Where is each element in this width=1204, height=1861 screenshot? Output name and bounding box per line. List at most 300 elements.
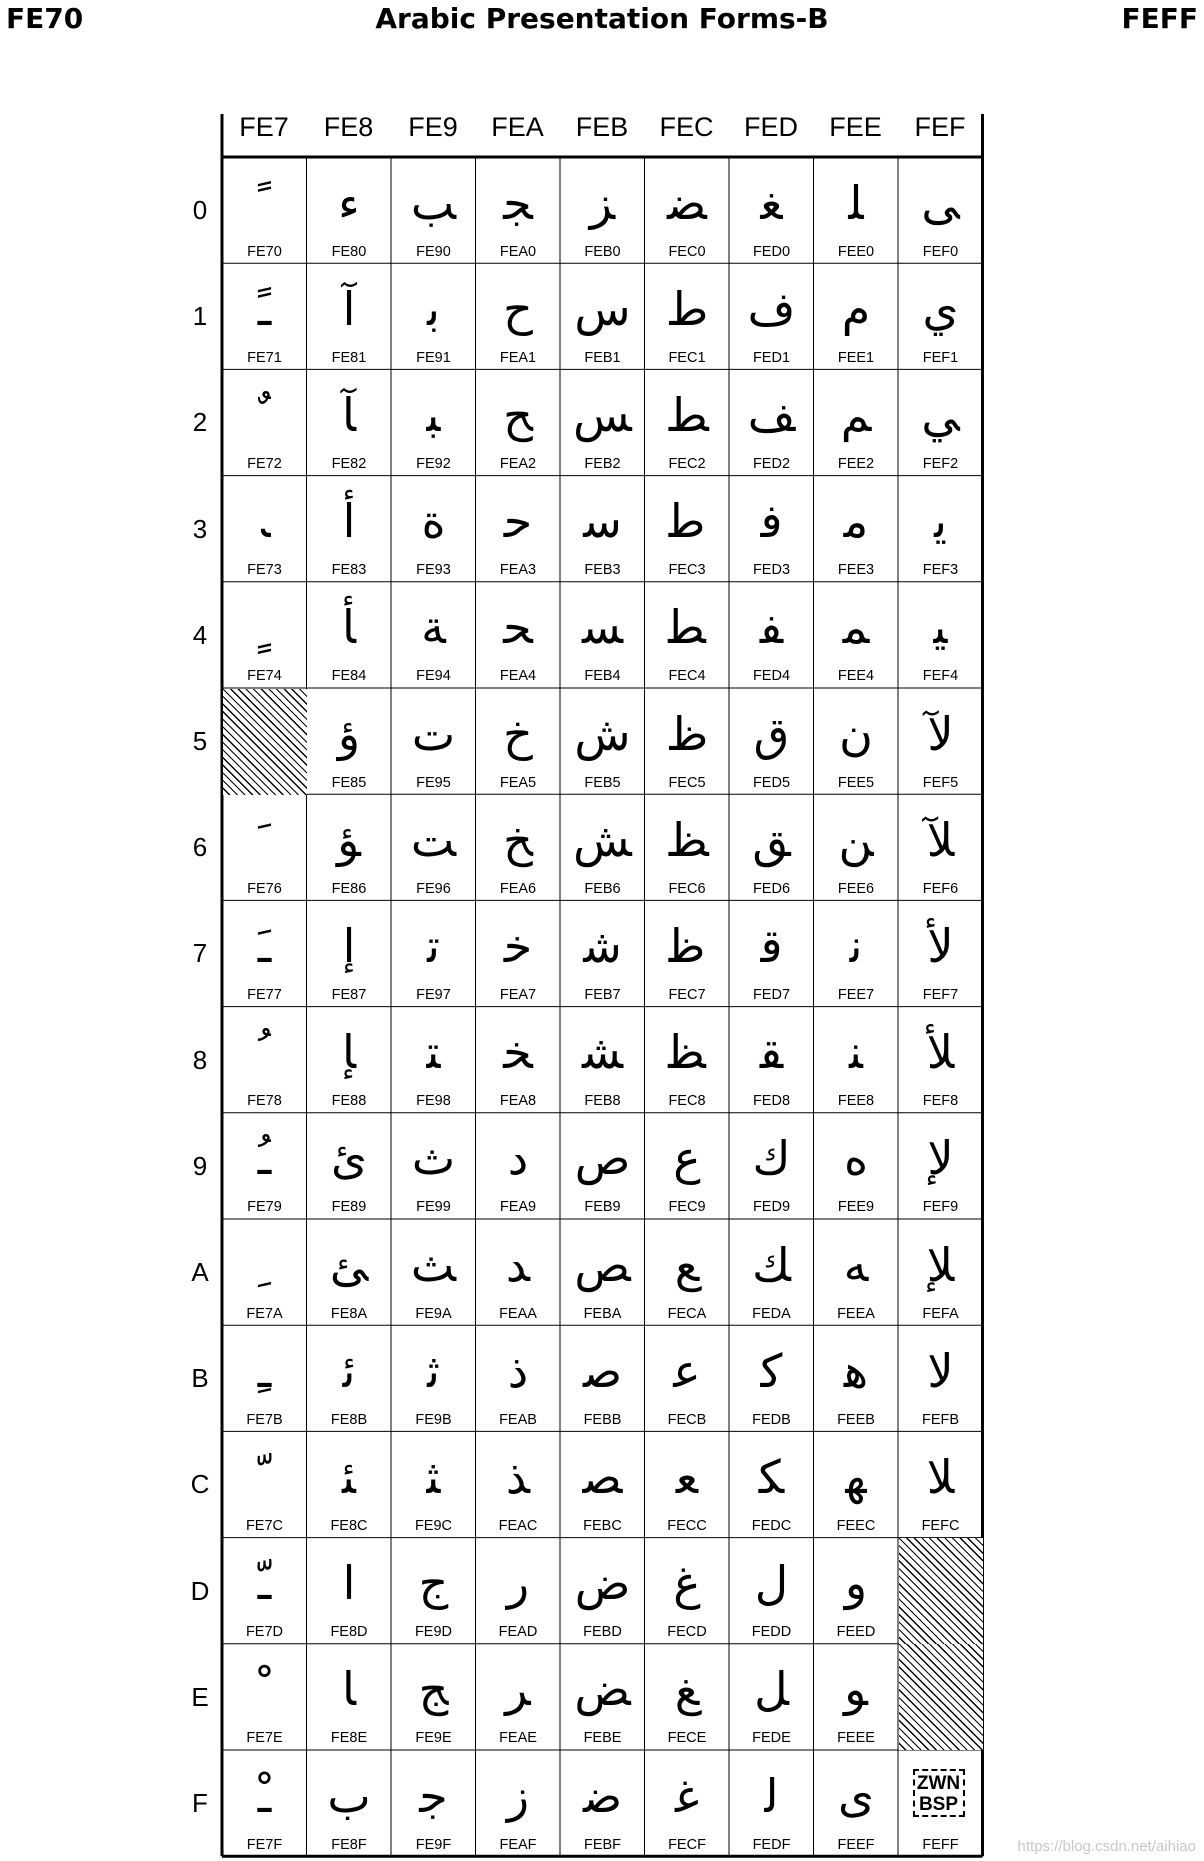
- character-cell: [814, 1326, 898, 1432]
- character-glyph: ﻫ: [843, 1343, 869, 1398]
- character-cell: [645, 1538, 729, 1644]
- code-point-label: FEBC: [583, 1517, 622, 1534]
- code-point-label: FE7C: [245, 1517, 284, 1534]
- character-cell: [476, 158, 560, 264]
- code-point-label: FED2: [752, 455, 791, 472]
- code-point-label: FEAD: [498, 1624, 538, 1641]
- character-cell: [561, 795, 645, 901]
- row-header: 4: [192, 619, 208, 650]
- character-cell: [476, 1751, 560, 1857]
- character-cell: [645, 1007, 729, 1113]
- character-glyph: ﺷ: [583, 918, 622, 973]
- character-glyph: ﻯ: [837, 1768, 874, 1823]
- code-point-label: FECA: [667, 1305, 707, 1322]
- character-glyph: ﺡ: [503, 281, 533, 336]
- unassigned-cell: [223, 689, 307, 795]
- character-glyph: ﺳ: [583, 494, 622, 549]
- character-cell: [814, 1751, 898, 1857]
- character-cell: [307, 1751, 391, 1857]
- character-glyph: ﻌ: [675, 1449, 699, 1504]
- character-glyph: ﻸ: [926, 1025, 955, 1080]
- character-cell: [645, 1644, 729, 1750]
- character-glyph: ﺀ: [338, 175, 360, 230]
- character-cell: [899, 582, 983, 688]
- zwnbsp-line-1: ZWN: [916, 1772, 961, 1794]
- character-glyph: ﻑ: [747, 281, 796, 336]
- character-cell: [392, 795, 476, 901]
- code-point-label: FE71: [247, 349, 282, 366]
- character-cell: [307, 370, 391, 476]
- row-header: 1: [192, 301, 208, 332]
- character-glyph: ﺾ: [574, 1662, 631, 1717]
- character-glyph: ﹹ: [257, 1131, 272, 1186]
- character-glyph: ﻱ: [922, 281, 959, 336]
- character-cell: [307, 1538, 391, 1644]
- row-header: 8: [192, 1044, 208, 1075]
- code-point-label: FE83: [331, 562, 367, 579]
- code-point-label: FEBA: [583, 1305, 622, 1322]
- character-glyph: ﻈ: [668, 1025, 706, 1080]
- unassigned-hatch: [223, 689, 307, 795]
- character-glyph: ﺍ: [342, 1556, 356, 1611]
- row-header: F: [192, 1788, 208, 1818]
- row-header: A: [191, 1257, 209, 1287]
- code-point-label: FED9: [752, 1199, 791, 1216]
- character-cell: [561, 476, 645, 582]
- character-glyph: ﹼ: [257, 1449, 272, 1504]
- character-cell: [223, 264, 307, 370]
- character-cell: [899, 1113, 983, 1219]
- character-glyph: ﺸ: [581, 1025, 624, 1080]
- code-point-label: FE97: [416, 986, 451, 1003]
- character-glyph: ﻼ: [926, 1449, 955, 1504]
- character-glyph: ﺚ: [410, 1237, 457, 1292]
- code-point-label: FEDD: [751, 1624, 792, 1641]
- character-glyph: ﺩ: [507, 1131, 529, 1186]
- code-point-label: FEF9: [922, 1199, 959, 1216]
- character-cell: [730, 582, 814, 688]
- code-point-label: FEDB: [752, 1411, 791, 1428]
- code-point-label: FEDF: [752, 1836, 791, 1853]
- character-glyph: ﺣ: [503, 494, 533, 549]
- character-glyph: ﺈ: [341, 1025, 356, 1080]
- character-cell: [392, 1007, 476, 1113]
- code-point-label: FE8E: [330, 1730, 368, 1747]
- character-glyph: ﻁ: [665, 281, 709, 336]
- code-point-label: FE88: [331, 1093, 367, 1110]
- character-glyph: ﻢ: [840, 387, 872, 442]
- character-cell: [899, 370, 983, 476]
- character-glyph: ﺑ: [427, 281, 440, 336]
- character-cell: [561, 689, 645, 795]
- character-glyph: ﺄ: [341, 600, 356, 655]
- code-point-label: FEF2: [922, 455, 959, 472]
- character-glyph: ﺽ: [574, 1556, 631, 1611]
- code-point-label: FEA4: [499, 668, 537, 685]
- code-point-label: FEA9: [499, 1199, 537, 1216]
- character-cell: [730, 1432, 814, 1538]
- character-cell: [561, 1326, 645, 1432]
- code-point-label: FED6: [752, 880, 791, 897]
- character-glyph: ﻜ: [758, 1449, 785, 1504]
- character-glyph: ﻷ: [927, 918, 954, 973]
- character-glyph: ﺓ: [421, 494, 446, 549]
- header-range-end: FEFF: [1121, 2, 1198, 35]
- character-cell: [814, 1220, 898, 1326]
- code-point-label: FE86: [331, 880, 367, 897]
- code-point-label: FEB1: [584, 349, 621, 366]
- character-glyph: ﹺ: [257, 1237, 272, 1292]
- character-cell: [899, 1220, 983, 1326]
- column-header: FE7: [239, 112, 289, 142]
- code-point-label: FEC9: [668, 1199, 706, 1216]
- character-cell: [814, 1007, 898, 1113]
- code-point-label: FE9F: [415, 1836, 452, 1853]
- character-cell: [223, 370, 307, 476]
- code-point-label: FEE6: [837, 880, 875, 897]
- character-cell: [561, 1751, 645, 1857]
- character-glyph: ﻪ: [843, 1237, 869, 1292]
- character-cell: [814, 1644, 898, 1750]
- code-point-label: FEA1: [499, 349, 537, 366]
- character-cell: [223, 158, 307, 264]
- character-cell: [561, 1220, 645, 1326]
- code-point-label: FEC4: [668, 668, 706, 685]
- character-glyph: ﻵ: [927, 706, 954, 761]
- code-point-label: FEB9: [584, 1199, 621, 1216]
- character-glyph: ﺏ: [327, 1768, 371, 1823]
- code-point-label: FEE0: [837, 243, 875, 260]
- character-cell: [476, 1326, 560, 1432]
- character-cell: [392, 1751, 476, 1857]
- character-glyph: ﻮ: [844, 1662, 868, 1717]
- code-point-label: FE73: [247, 562, 282, 579]
- code-point-label: FEDA: [752, 1305, 791, 1322]
- code-point-label: FED4: [752, 668, 791, 685]
- character-glyph: ﻟ: [764, 1768, 779, 1823]
- character-cell: [561, 370, 645, 476]
- character-cell: [561, 1644, 645, 1750]
- code-point-label: FED7: [752, 986, 791, 1003]
- code-point-label: FE78: [247, 1093, 282, 1110]
- character-glyph: ﺢ: [503, 387, 533, 442]
- character-glyph: ﺼ: [582, 1449, 623, 1504]
- character-cell: [899, 1751, 983, 1857]
- code-point-label: FEFB: [921, 1411, 960, 1428]
- character-cell: [561, 582, 645, 688]
- character-glyph: ﺴ: [581, 600, 624, 655]
- zwnbsp-line-2: BSP: [918, 1793, 959, 1815]
- character-cell: [645, 1751, 729, 1857]
- character-glyph: ﺉ: [330, 1131, 367, 1186]
- character-glyph: ﺦ: [503, 812, 533, 867]
- character-cell: [899, 689, 983, 795]
- character-cell: [476, 582, 560, 688]
- row-header: 6: [192, 832, 208, 863]
- character-cell: [899, 1432, 983, 1538]
- character-cell: [645, 901, 729, 1007]
- character-glyph: ﻍ: [673, 1556, 701, 1611]
- character-glyph: ﹰ: [257, 175, 272, 230]
- character-glyph: ﻊ: [674, 1237, 700, 1292]
- column-header: FEB: [575, 112, 629, 142]
- code-point-label: FED5: [752, 774, 791, 791]
- code-point-label: FE7F: [246, 1836, 283, 1853]
- character-glyph: ﺘ: [426, 1025, 441, 1080]
- code-point-label: FECF: [668, 1836, 706, 1853]
- code-point-label: FEEA: [837, 1305, 875, 1322]
- character-glyph: ﻝ: [754, 1556, 789, 1611]
- character-cell: [899, 158, 983, 264]
- page-title: Arabic Presentation Forms-B: [375, 2, 829, 35]
- character-cell: [730, 158, 814, 264]
- character-cell: [561, 158, 645, 264]
- character-glyph: ﻴ: [933, 600, 948, 655]
- code-point-label: FE74: [247, 668, 282, 685]
- character-cell: [645, 795, 729, 901]
- row-header: 5: [192, 726, 208, 756]
- code-point-label: FEB2: [584, 455, 621, 472]
- column-header: FEA: [491, 112, 544, 142]
- character-cell: [223, 1538, 307, 1644]
- character-cell: [814, 689, 898, 795]
- code-point-label: FED0: [752, 243, 791, 260]
- row-header: C: [190, 1469, 210, 1500]
- character-cell: [730, 795, 814, 901]
- column-header: FEF: [914, 112, 966, 142]
- character-cell: [814, 370, 898, 476]
- character-cell: [730, 1007, 814, 1113]
- character-glyph: ﺱ: [574, 281, 631, 336]
- character-cell: [392, 476, 476, 582]
- character-cell: [476, 1113, 560, 1219]
- character-cell: [223, 901, 307, 1007]
- character-glyph: ﹶ: [257, 812, 272, 867]
- character-cell: [307, 582, 391, 688]
- column-header: FEE: [829, 112, 882, 142]
- code-point-label: FEE8: [837, 1093, 875, 1110]
- row-header: 2: [192, 407, 208, 438]
- character-glyph: ﻺ: [926, 1237, 955, 1292]
- code-point-label: FEF3: [922, 562, 959, 579]
- code-point-label: FEBE: [583, 1730, 622, 1747]
- character-cell: [392, 582, 476, 688]
- character-glyph: ﻎ: [674, 1662, 700, 1717]
- code-point-label: FE91: [416, 349, 451, 366]
- code-point-label: FEC8: [668, 1093, 706, 1110]
- character-glyph: ﺮ: [505, 1662, 531, 1717]
- character-cell: [476, 476, 560, 582]
- code-point-label: FE8D: [330, 1624, 368, 1641]
- row-header: D: [190, 1575, 210, 1606]
- character-glyph: ﻤ: [842, 600, 870, 655]
- character-glyph: ﺟ: [419, 1768, 448, 1823]
- code-point-label: FEA0: [499, 243, 537, 260]
- character-glyph: ﺥ: [503, 706, 533, 761]
- code-point-label: FE70: [247, 243, 282, 260]
- character-cell: [814, 1113, 898, 1219]
- character-cell: [476, 901, 560, 1007]
- character-glyph: ﺿ: [582, 1768, 623, 1823]
- code-point-label: FEE7: [837, 986, 875, 1003]
- character-glyph: ﺂ: [341, 387, 356, 442]
- character-cell: [899, 901, 983, 1007]
- character-cell: [476, 1007, 560, 1113]
- character-cell: [730, 1644, 814, 1750]
- character-cell: [307, 901, 391, 1007]
- character-glyph: ﹾ: [257, 1662, 272, 1717]
- character-glyph: ﻐ: [760, 175, 783, 230]
- code-point-label: FE76: [247, 880, 282, 897]
- code-point-label: FEDC: [751, 1517, 792, 1534]
- row-header: B: [191, 1363, 209, 1394]
- character-cell: [730, 1326, 814, 1432]
- character-glyph: ﺔ: [421, 600, 446, 655]
- character-glyph: ﹳ: [258, 494, 271, 549]
- code-point-label: FE9D: [414, 1624, 453, 1641]
- character-cell: [645, 1113, 729, 1219]
- character-glyph: ﻘ: [759, 1025, 784, 1080]
- character-cell: [307, 264, 391, 370]
- character-cell: [392, 1432, 476, 1538]
- code-point-label: FECC: [667, 1517, 707, 1534]
- code-point-label: FEC3: [668, 562, 706, 579]
- code-point-label: FE7A: [246, 1305, 283, 1322]
- code-point-label: FEF8: [922, 1093, 959, 1110]
- row-header: 3: [192, 513, 208, 544]
- character-cell: [307, 1113, 391, 1219]
- unassigned-cell: [899, 1538, 983, 1644]
- character-cell: [645, 1432, 729, 1538]
- code-point-label: FE8B: [330, 1411, 368, 1428]
- code-point-label: FEF7: [922, 986, 959, 1003]
- character-cell: [392, 1538, 476, 1644]
- code-point-label: FEED: [836, 1624, 876, 1641]
- character-glyph: ﻦ: [838, 812, 874, 867]
- character-glyph: ﻂ: [665, 387, 709, 442]
- character-cell: [730, 370, 814, 476]
- character-glyph: ﻏ: [674, 1768, 700, 1823]
- character-glyph: ﻉ: [673, 1131, 701, 1186]
- code-point-label: FE80: [331, 243, 367, 260]
- character-cell: [899, 795, 983, 901]
- character-glyph: ﻳ: [934, 494, 947, 549]
- character-cell: [392, 1220, 476, 1326]
- column-header: FEC: [659, 112, 714, 142]
- code-point-label: FEEC: [836, 1517, 876, 1534]
- character-glyph: ﻔ: [759, 600, 784, 655]
- code-point-label: FEE1: [837, 349, 875, 366]
- code-point-label: FEA7: [499, 986, 537, 1003]
- character-cell: [307, 795, 391, 901]
- code-point-label: FE99: [416, 1199, 451, 1216]
- character-cell: [730, 264, 814, 370]
- character-cell: [223, 582, 307, 688]
- character-glyph: ﻹ: [927, 1131, 954, 1186]
- character-glyph: ﺵ: [574, 706, 631, 761]
- code-point-label: FEAC: [498, 1517, 538, 1534]
- code-point-label: FE89: [331, 1199, 367, 1216]
- character-glyph: ﹱ: [257, 281, 272, 336]
- character-cell: [814, 1538, 898, 1644]
- character-cell: [307, 476, 391, 582]
- code-point-label: FEE9: [837, 1199, 875, 1216]
- code-point-label: FEB3: [584, 562, 621, 579]
- character-cell: [730, 901, 814, 1007]
- code-point-label: FEA3: [499, 562, 537, 579]
- code-point-label: FE94: [416, 668, 451, 685]
- column-header: FE9: [408, 112, 458, 142]
- column-header: FE8: [323, 112, 374, 142]
- character-cell: [899, 1326, 983, 1432]
- character-cell: [223, 476, 307, 582]
- unassigned-cell: [899, 1644, 983, 1750]
- character-cell: [899, 476, 983, 582]
- character-glyph: ﺤ: [503, 600, 533, 655]
- code-point-label: FEBB: [583, 1411, 622, 1428]
- code-point-label: FEFC: [921, 1517, 960, 1534]
- code-point-label: FE9E: [415, 1730, 452, 1747]
- character-glyph: ﺰ: [589, 175, 616, 230]
- character-cell: [645, 689, 729, 795]
- character-cell: [730, 1538, 814, 1644]
- character-glyph: ﻙ: [752, 1131, 791, 1186]
- character-cell: [645, 264, 729, 370]
- character-glyph: ﺨ: [503, 1025, 533, 1080]
- unassigned-hatch: [899, 1538, 983, 1644]
- character-cell: [392, 1113, 476, 1219]
- code-point-label: FEC0: [668, 243, 706, 260]
- character-glyph: ﻀ: [667, 175, 707, 230]
- character-glyph: ﻆ: [665, 812, 709, 867]
- character-cell: [561, 901, 645, 1007]
- row-header: 9: [192, 1150, 208, 1181]
- character-cell: [223, 1432, 307, 1538]
- character-glyph: ﻭ: [844, 1556, 868, 1611]
- code-point-label: FEF6: [922, 880, 959, 897]
- row-header: 7: [192, 938, 208, 969]
- character-cell: [645, 476, 729, 582]
- character-cell: [814, 476, 898, 582]
- character-cell: [814, 582, 898, 688]
- character-glyph: ﻻ: [927, 1343, 954, 1398]
- character-glyph: ﺇ: [342, 918, 356, 973]
- code-point-label: FED8: [752, 1093, 791, 1110]
- character-cell: [814, 158, 898, 264]
- character-cell: [476, 370, 560, 476]
- character-cell: [561, 264, 645, 370]
- code-point-label: FEB5: [584, 774, 621, 791]
- character-glyph: ﻬ: [845, 1449, 867, 1504]
- character-glyph: ﺪ: [505, 1237, 531, 1292]
- code-point-label: FE81: [331, 349, 367, 366]
- code-point-label: FEEE: [837, 1730, 875, 1747]
- character-glyph: ﻣ: [843, 494, 869, 549]
- character-glyph: ﹻ: [257, 1343, 272, 1398]
- character-cell: [476, 1538, 560, 1644]
- code-point-label: FEFA: [922, 1305, 959, 1322]
- code-point-label: FE77: [247, 986, 282, 1003]
- character-cell: [730, 689, 814, 795]
- character-glyph: ﻠ: [848, 175, 864, 230]
- code-point-label: FEFF: [922, 1836, 959, 1853]
- character-glyph: ﻕ: [753, 706, 790, 761]
- character-cell: [476, 1220, 560, 1326]
- character-glyph: ﻒ: [747, 387, 796, 442]
- code-point-label: FE92: [416, 455, 451, 472]
- character-glyph: ﺞ: [418, 1662, 449, 1717]
- code-point-label: FEAB: [499, 1411, 537, 1428]
